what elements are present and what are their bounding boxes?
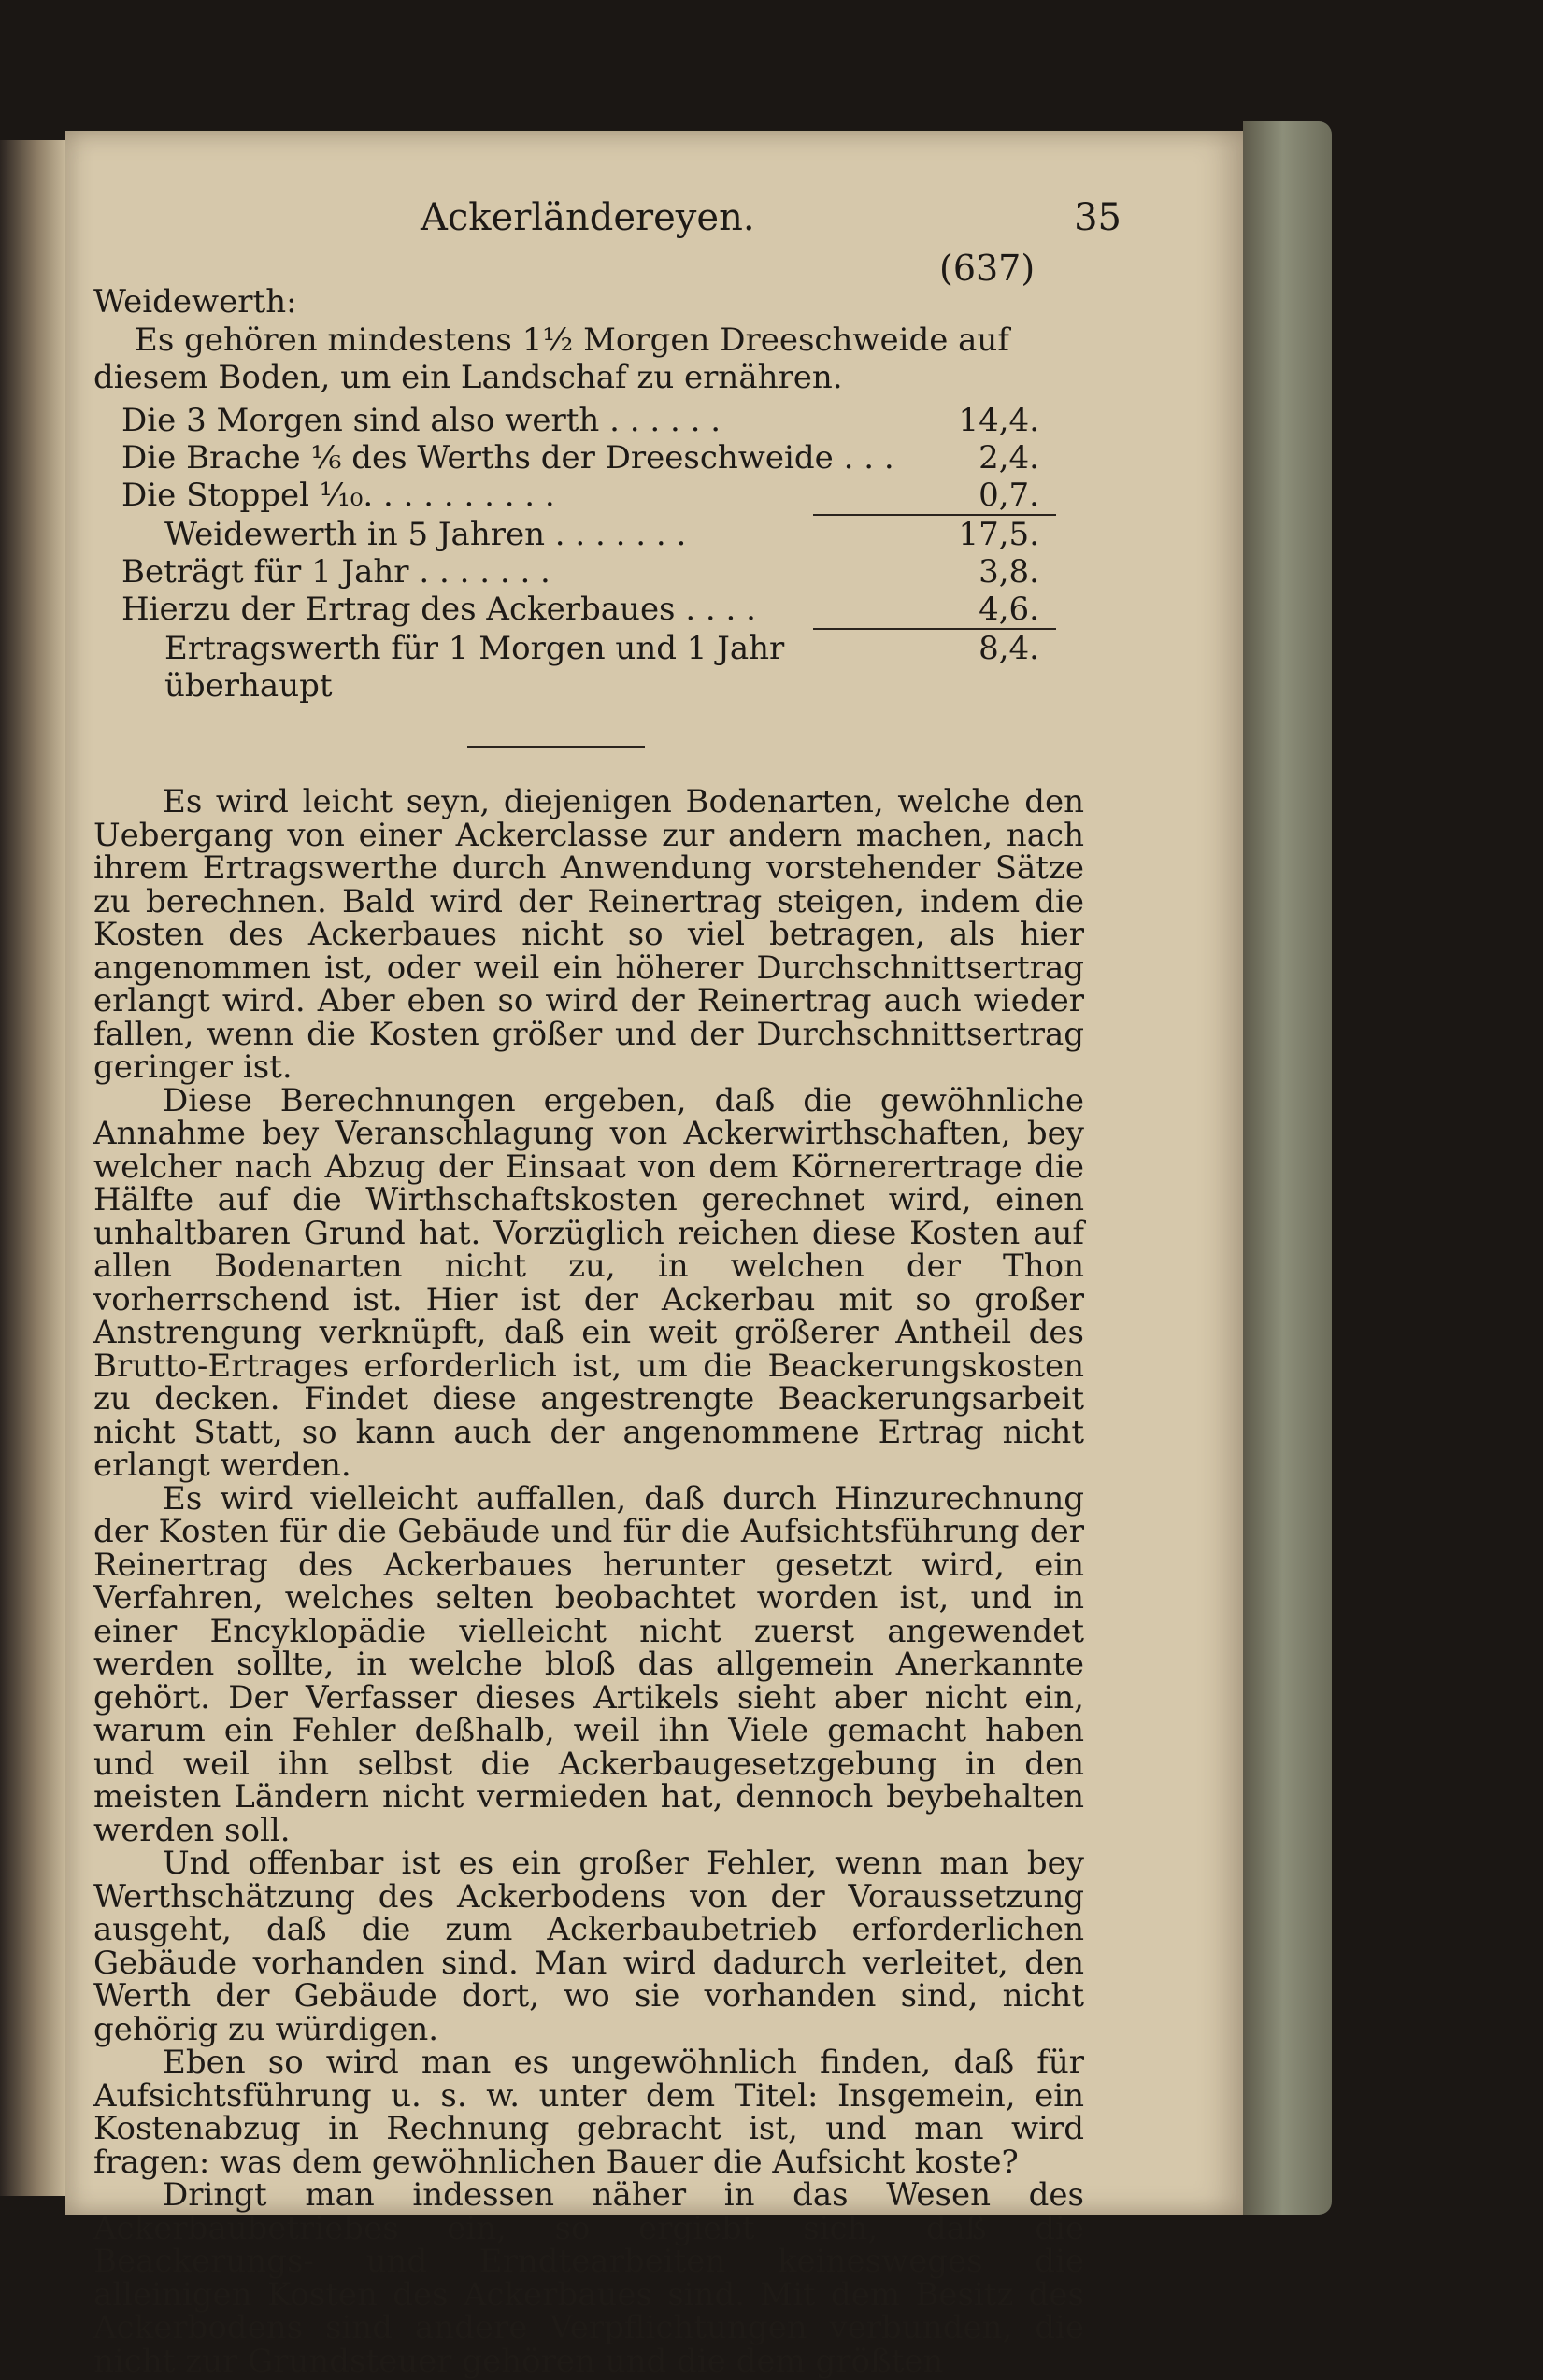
section-label: Weidewerth: bbox=[93, 283, 297, 321]
book-left-edge bbox=[0, 140, 65, 2196]
paragraph: Diese Berechnungen ergeben, daß die gewöhnliche Annahme bey Veranschlagung von Ackerwirthschaften, bey welcher nach Abzug der Einsaat von dem Körnerertrage die Hälfte auf die Wirthschaftskosten gerechnet wird, einen unhaltbaren Grund hat. Vorzüglich reichen diese Kosten auf allen Bodenarten nicht zu, in welchen der Thon vorherrschend ist. Hier ist der Ackerbau mit so großer Anstrengung verknüpft, daß ein weit größerer Antheil des Brutto-Ertrages erforderlich ist, um die Beackerungskosten zu decken. Findet diese angestrengte Beackerungsarbeit nicht Statt, so kann auch der angenommene Ertrag nicht erlangt werden. bbox=[93, 1081, 1084, 1484]
sheet-number: (637) bbox=[939, 248, 1036, 289]
row-label: Die 3 Morgen sind also werth . . . . . . bbox=[121, 402, 721, 439]
paragraph: Und offenbar ist es ein großer Fehler, wenn man bey Werthschätzung des Ackerbodens von der Voraussetzung ausgeht, daß die zum Ackerbaubetrieb erforderlichen Gebäude vorhanden sind. Man wird dadurch verleitet, den Werth der Gebäude dort, wo sie vorhanden sind, nicht gehörig zu würdigen. bbox=[93, 1845, 1084, 2048]
table-row bbox=[93, 516, 1065, 553]
table-row bbox=[93, 402, 1065, 439]
intro-text: Es gehören mindestens 1½ Morgen Dreeschweide auf diesem Boden, um ein Landschaf zu ernähren. bbox=[93, 321, 1009, 396]
row-label: Die Brache ⅙ des Werths der Dreeschweide . . . bbox=[121, 439, 894, 477]
table-row bbox=[93, 553, 1065, 591]
row-value: 2,4. bbox=[979, 439, 1039, 477]
paragraph: Es wird vielleicht auffallen, daß durch Hinzurechnung der Kosten für die Gebäude und für die Aufsichtsführung der Reinertrag des Ackerbaues herunter gesetzt wird, ein Verfahren, welches selten beobachtet worden ist, und in einer Encyklopädie vielleicht nicht zuerst angewendet werden sollte, in welche bloß das allgemein Anerkannte gehört. Der Verfasser dieses Artikels sieht aber nicht ein, warum ein Fehler deßhalb, weil ihn Viele gemacht haben und weil ihn selbst die Ackerbaugesetzgebung in den meisten Ländern nicht vermieden hat, dennoch beybehalten werden soll. bbox=[93, 1479, 1084, 1849]
running-head-title: Ackerländereyen. bbox=[421, 196, 755, 239]
paragraph: Es wird leicht seyn, diejenigen Bodenarten, welche den Uebergang von einer Ackerclasse zur andern machen, nach ihrem Ertragswerthe durch Anwendung vorstehender Sätze zu berechnen. Bald wird der Reinertrag steigen, indem die Kosten des Ackerbaues nicht so viel betragen, als hier angenommen ist, oder weil ein höherer Durchschnittsertrag erlangt wird. Aber eben so wird der Reinertrag auch wieder fallen, wenn die Kosten größer und der Durchschnittsertrag geringer ist. bbox=[93, 783, 1084, 1086]
row-label: Hierzu der Ertrag des Ackerbaues . . . . bbox=[121, 591, 756, 628]
row-value: 3,8. bbox=[979, 553, 1039, 591]
row-value: 0,7. bbox=[979, 477, 1039, 514]
row-value: 4,6. bbox=[979, 591, 1039, 628]
row-label: Ertragswerth für 1 Morgen und 1 Jahr überhaupt bbox=[164, 630, 785, 705]
row-label: Weidewerth in 5 Jahren . . . . . . . bbox=[164, 516, 687, 553]
row-label: Die Stoppel ¹⁄₁₀. . . . . . . . . . bbox=[121, 477, 555, 514]
row-value: 14,4. bbox=[958, 402, 1039, 439]
paragraph: Dringt man indessen näher in das Wesen des Ackerbaubetriebes ein, so ergiebt sich, daß die Beackerungs- und Erndtearbeiten keinesweges die alleinigen Kosten des Ackerbaues sind. Mit dem Besitz des Ackerbodens sind andere Verpflichtungen verbunden, die nicht zur Grundsteuer gehören und die dem größten bbox=[93, 2176, 1084, 2380]
running-head bbox=[93, 196, 1122, 289]
table-row bbox=[93, 439, 1065, 477]
row-value: 17,5. bbox=[958, 516, 1039, 553]
calculation-table bbox=[93, 402, 1065, 705]
paragraph: Eben so wird man es ungewöhnlich finden, daß für Aufsichtsführung u. s. w. unter dem Titel: Insgemein, ein Kostenabzug in Rechnung gebracht ist, und man wird fragen: was dem gewöhnlichen Bauer die Aufsicht koste? bbox=[93, 2044, 1084, 2181]
page-number: 35 bbox=[1074, 196, 1122, 239]
table-row bbox=[93, 630, 1065, 705]
table-row bbox=[93, 591, 1065, 628]
book-cover-edge bbox=[1243, 121, 1332, 2215]
table-row bbox=[93, 477, 1065, 514]
section-separator bbox=[467, 746, 645, 748]
row-label: Beträgt für 1 Jahr . . . . . . . bbox=[121, 553, 550, 591]
page-content bbox=[93, 196, 1122, 2380]
row-value: 8,4. bbox=[979, 630, 1039, 667]
